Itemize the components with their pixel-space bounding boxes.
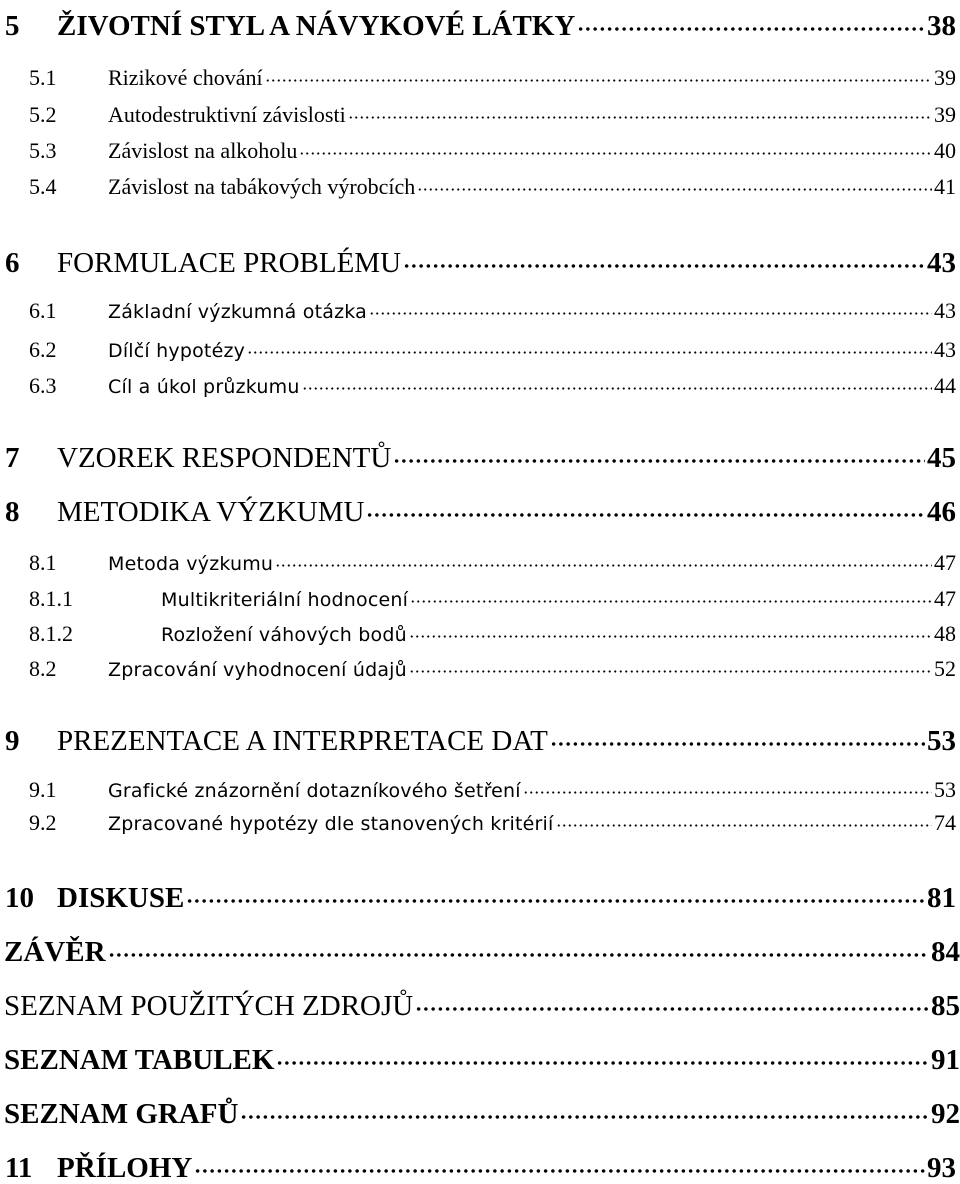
toc-entry-page: 39 <box>934 102 956 127</box>
dot-leader <box>348 100 932 122</box>
toc-entry-page: 38 <box>927 10 956 42</box>
toc-entry-title: Základní výzkumná otázka <box>108 301 367 323</box>
toc-section-9-2[interactable] <box>0 808 956 834</box>
toc-entry-page: 74 <box>934 810 956 835</box>
toc-entry-number: 5.1 <box>29 65 57 90</box>
toc-references[interactable] <box>0 986 960 1021</box>
dot-leader <box>194 1148 925 1177</box>
toc-chapter-8[interactable] <box>0 492 956 527</box>
toc-entry-page: 85 <box>931 990 960 1022</box>
toc-chapter-11[interactable] <box>0 1148 956 1183</box>
dot-leader <box>577 6 925 35</box>
toc-subsection-8-1-1[interactable] <box>0 584 956 610</box>
toc-entry-page: 44 <box>934 373 956 398</box>
dot-leader <box>302 371 932 393</box>
toc-entry-page: 53 <box>927 725 956 757</box>
toc-entry-title: PREZENTACE A INTERPRETACE DAT <box>57 725 548 757</box>
toc-entry-title: FORMULACE PROBLÉMU <box>57 247 402 279</box>
toc-entry-number: 9.2 <box>29 810 57 835</box>
toc-entry-title: Grafické znázornění dotazníkového šetření <box>108 780 521 802</box>
toc-section-9-1[interactable] <box>0 775 956 801</box>
toc-entry-page: 93 <box>927 1152 956 1184</box>
toc-entry-page: 43 <box>934 337 956 362</box>
toc-entry-page: 43 <box>927 247 956 279</box>
toc-entry-title: Dílčí hypotézy <box>108 340 246 362</box>
toc-entry-number: 6.2 <box>29 337 57 362</box>
toc-entry-page: 92 <box>931 1098 960 1130</box>
toc-entry-page: 39 <box>934 65 956 90</box>
toc-entry-title: Multikriteriální hodnocení <box>161 589 409 611</box>
toc-entry-number: 10 <box>5 882 34 914</box>
toc-entry-title: ZÁVĚR <box>4 936 106 968</box>
toc-entry-title: METODIKA VÝZKUMU <box>57 496 365 528</box>
dot-leader <box>108 932 929 961</box>
toc-entry-number: 8.1.2 <box>29 621 73 646</box>
toc-chapter-5[interactable] <box>0 6 956 41</box>
toc-entry-title: SEZNAM TABULEK <box>4 1044 275 1076</box>
toc-entry-page: 91 <box>931 1044 960 1076</box>
toc-entry-title: Autodestruktivní závislosti <box>108 102 346 127</box>
toc-section-6-1[interactable] <box>0 296 956 322</box>
toc-entry-title: Rozložení váhových bodů <box>161 624 407 646</box>
dot-leader <box>415 986 929 1015</box>
toc-entry-page: 47 <box>934 550 956 575</box>
toc-entry-page: 41 <box>934 174 956 199</box>
toc-entry-title: Metoda výzkumu <box>108 553 274 575</box>
toc-entry-number: 5.4 <box>29 174 57 199</box>
dot-leader <box>366 492 925 521</box>
toc-entry-title: SEZNAM GRAFŮ <box>4 1098 239 1130</box>
toc-entry-page: 47 <box>934 586 956 611</box>
toc-entry-title: Zpracování vyhodnocení údajů <box>108 659 407 681</box>
toc-entry-number: 8.1 <box>29 550 57 575</box>
toc-section-5-4[interactable] <box>0 172 956 198</box>
toc-list-of-tables[interactable] <box>0 1040 960 1075</box>
dot-leader <box>275 548 932 570</box>
toc-entry-number: 5.2 <box>29 102 57 127</box>
toc-section-5-2[interactable] <box>0 100 956 126</box>
toc-entry-page: 45 <box>927 442 956 474</box>
toc-chapter-7[interactable] <box>0 438 956 473</box>
toc-entry-page: 53 <box>934 777 956 802</box>
toc-entry-number: 6.1 <box>29 298 57 323</box>
toc-entry-page: 81 <box>927 882 956 914</box>
toc-section-6-3[interactable] <box>0 371 956 397</box>
toc-entry-title: PŘÍLOHY <box>57 1152 193 1184</box>
toc-entry-page: 43 <box>934 298 956 323</box>
toc-entry-number: 8.2 <box>29 656 57 681</box>
toc-entry-number: 8.1.1 <box>29 586 73 611</box>
toc-entry-page: 48 <box>934 621 956 646</box>
toc-section-5-1[interactable] <box>0 63 956 89</box>
toc-entry-page: 84 <box>931 936 960 968</box>
dot-leader <box>403 243 925 272</box>
toc-entry-number: 5 <box>5 10 20 42</box>
toc-entry-page: 46 <box>927 496 956 528</box>
toc-section-8-2[interactable] <box>0 654 956 680</box>
toc-entry-number: 6.3 <box>29 373 57 398</box>
dot-leader <box>247 335 932 357</box>
toc-entry-title: VZOREK RESPONDENTŮ <box>57 442 392 474</box>
toc-entry-number: 7 <box>5 442 20 474</box>
dot-leader <box>240 1094 929 1123</box>
toc-chapter-6[interactable] <box>0 243 956 278</box>
toc-conclusion[interactable] <box>0 932 960 967</box>
dot-leader <box>299 136 932 158</box>
toc-subsection-8-1-2[interactable] <box>0 619 956 645</box>
dot-leader <box>417 172 932 194</box>
toc-entry-number: 9 <box>5 725 20 757</box>
dot-leader <box>265 63 932 85</box>
dot-leader <box>276 1040 929 1069</box>
toc-entry-title: Cíl a úkol průzkumu <box>108 376 300 398</box>
toc-section-5-3[interactable] <box>0 136 956 162</box>
dot-leader <box>393 438 925 467</box>
toc-entry-title: Závislost na alkoholu <box>108 138 298 163</box>
dot-leader <box>369 296 932 318</box>
dot-leader <box>409 619 932 641</box>
toc-entry-number: 6 <box>5 247 20 279</box>
toc-chapter-10[interactable] <box>0 878 956 913</box>
dot-leader <box>523 775 932 797</box>
dot-leader <box>410 584 932 606</box>
toc-entry-title: Zpracované hypotézy dle stanovených kritérií <box>108 813 554 835</box>
toc-section-6-2[interactable] <box>0 335 956 361</box>
toc-entry-page: 52 <box>934 656 956 681</box>
dot-leader <box>409 654 932 676</box>
toc-section-8-1[interactable] <box>0 548 956 574</box>
toc-list-of-charts[interactable] <box>0 1094 960 1129</box>
toc-entry-number: 8 <box>5 496 20 528</box>
toc-entry-title: Rizikové chování <box>108 65 263 90</box>
toc-chapter-9[interactable] <box>0 721 956 756</box>
toc-entry-title: SEZNAM POUŽITÝCH ZDROJŮ <box>4 990 414 1022</box>
toc-entry-title: Závislost na tabákových výrobcích <box>108 174 416 199</box>
dot-leader <box>186 878 925 907</box>
dot-leader <box>556 808 932 830</box>
toc-entry-number: 5.3 <box>29 138 57 163</box>
toc-entry-title: ŽIVOTNÍ STYL A NÁVYKOVÉ LÁTKY <box>57 10 576 42</box>
toc-entry-number: 9.1 <box>29 777 57 802</box>
toc-entry-title: DISKUSE <box>57 882 185 914</box>
toc-entry-page: 40 <box>934 138 956 163</box>
dot-leader <box>550 721 925 750</box>
toc-entry-number: 11 <box>5 1152 33 1184</box>
